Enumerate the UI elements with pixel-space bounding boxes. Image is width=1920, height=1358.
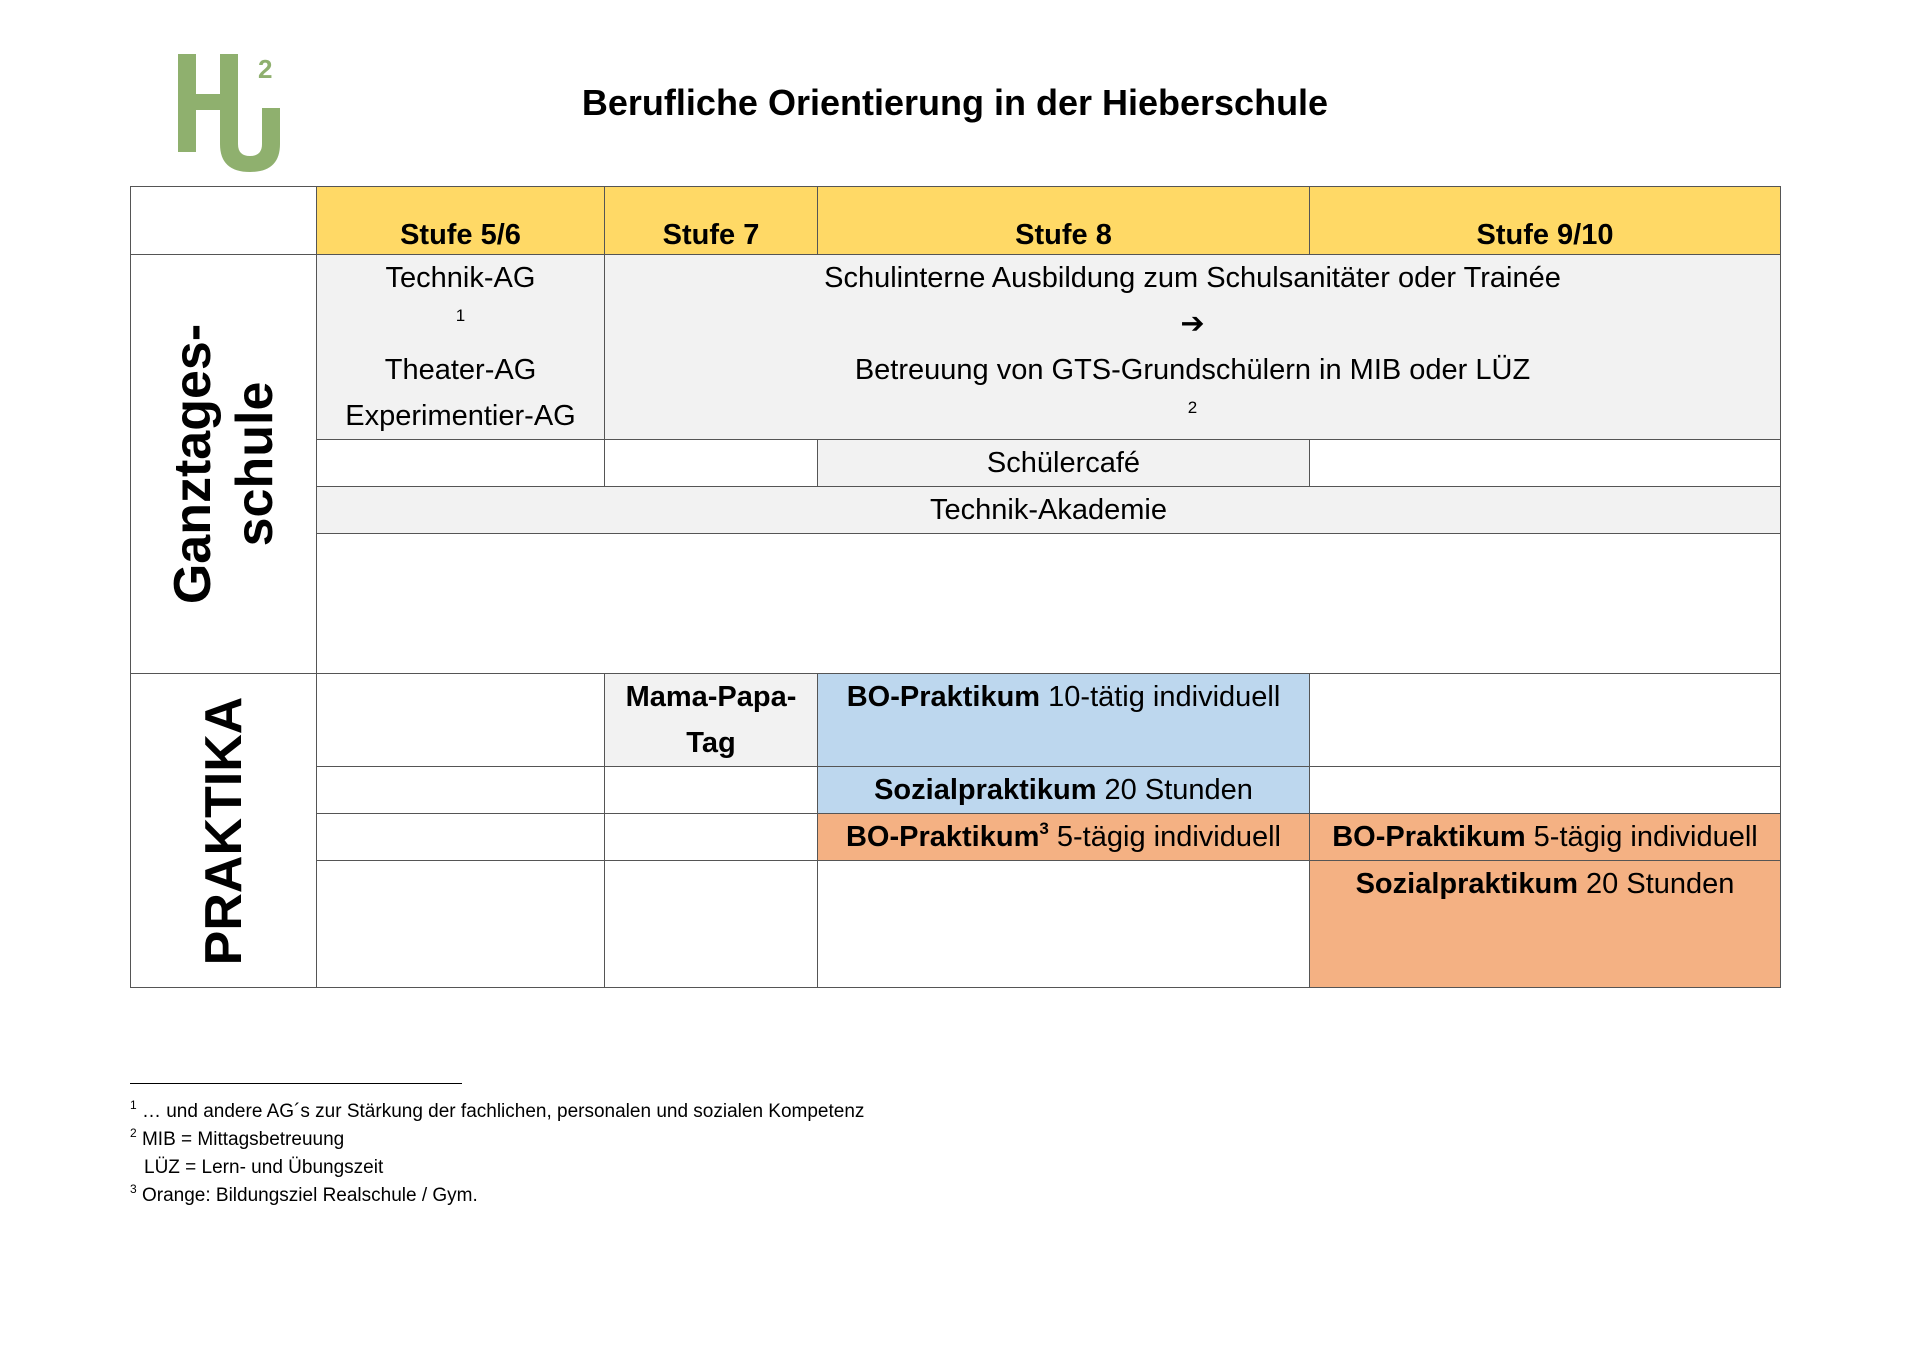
header-stufe-7: Stufe 7 (605, 187, 818, 255)
bo-praktikum-detail: 5-tägig individuell (1525, 821, 1758, 853)
footnote-num: 2 (130, 1126, 137, 1140)
empty-cell (317, 440, 605, 487)
section-praktika (131, 674, 317, 988)
footnote-separator (130, 1083, 462, 1084)
sozialpraktikum-9-cell (1310, 861, 1781, 988)
sozialpraktikum-detail: 20 Stunden (1096, 774, 1253, 806)
header-stufe-8: Stufe 8 (818, 187, 1310, 255)
bo-praktikum-5-stufe8-cell (818, 814, 1310, 861)
mama-papa-line2: Tag (686, 727, 736, 759)
header-stufe-9-10: Stufe 9/10 (1310, 187, 1781, 255)
sozialpraktikum-detail: 20 Stunden (1577, 868, 1735, 900)
bo-praktikum-10-cell (818, 674, 1310, 767)
footnote-2b (130, 1154, 864, 1182)
arrow-right-icon: ➔ (1180, 308, 1205, 340)
school-logo (170, 48, 290, 176)
page-title: Berufliche Orientierung in der Hieberschule (581, 82, 1329, 123)
sozialpraktikum-label: Sozialpraktikum (1355, 868, 1578, 900)
empty-cell (818, 861, 1310, 988)
empty-cell (605, 440, 818, 487)
header-stufe-5-6: Stufe 5/6 (317, 187, 605, 255)
bo-praktikum-5-stufe9-cell (1310, 814, 1781, 861)
empty-cell (605, 767, 818, 814)
footnote-text: … und andere AG´s zur Stärkung der fachlichen, personalen und sozialen Kompetenz (136, 1101, 865, 1122)
empty-cell (317, 767, 605, 814)
empty-cell (317, 534, 1781, 674)
footnote-num: 1 (130, 1098, 137, 1112)
svg-text:2: 2 (258, 54, 273, 84)
footnote-ref-2: 2 (1187, 398, 1198, 417)
bo-praktikum-label: BO-Praktikum (845, 821, 1040, 853)
ag-experimentier: Experimentier-AG (345, 400, 576, 432)
empty-cell (317, 674, 605, 767)
section-ganztagesschule (131, 255, 317, 674)
section-label-praktika: PRAKTIKA (194, 696, 253, 965)
ag-theater: Theater-AG (384, 354, 537, 386)
footnote-text: Orange: Bildungsziel Realschule / Gym. (136, 1185, 478, 1206)
ag-technik: Technik-AG (385, 262, 536, 294)
orientation-table (130, 186, 1781, 988)
footnote-ref-1: 1 (455, 306, 466, 325)
empty-cell (1310, 440, 1781, 487)
sozialpraktikum-label: Sozialpraktikum (874, 774, 1097, 806)
ausbildung-line2: Betreuung von GTS-Grundschülern in MIB oder LÜZ (854, 354, 1531, 386)
footnotes (130, 1098, 864, 1210)
footnote-text: MIB = Mittagsbetreuung (136, 1129, 345, 1150)
footnote-3 (130, 1182, 864, 1210)
section-label-line1: Ganztages- (163, 323, 222, 605)
empty-cell (1310, 767, 1781, 814)
empty-cell (317, 814, 605, 861)
footnote-num: 3 (130, 1182, 137, 1196)
empty-corner-cell (131, 187, 317, 255)
bo-praktikum-detail: 10-tätig individuell (1040, 681, 1281, 713)
ag-cell (317, 255, 605, 440)
footnote-2 (130, 1126, 864, 1154)
empty-cell (317, 861, 605, 988)
ausbildung-cell (605, 255, 1781, 440)
footnote-1 (130, 1098, 864, 1126)
schuelercafe-cell: Schülercafé (818, 440, 1310, 487)
sozialpraktikum-8-cell (818, 767, 1310, 814)
footnote-text: LÜZ = Lern- und Übungszeit (144, 1157, 384, 1178)
empty-cell (1310, 674, 1781, 767)
mama-papa-line1: Mama-Papa- (625, 681, 797, 713)
empty-cell (605, 814, 818, 861)
bo-praktikum-label: BO-Praktikum (846, 681, 1041, 713)
footnote-ref-3: 3 (1039, 819, 1049, 838)
technik-akademie-cell: Technik-Akademie (317, 487, 1781, 534)
ausbildung-line1: Schulinterne Ausbildung zum Schulsanitäter oder Trainée (824, 262, 1561, 294)
bo-praktikum-detail: 5-tägig individuell (1048, 821, 1281, 853)
mama-papa-tag-cell (605, 674, 818, 767)
empty-cell (605, 861, 818, 988)
section-label-line2: schule (225, 381, 284, 547)
bo-praktikum-label: BO-Praktikum (1332, 821, 1526, 853)
